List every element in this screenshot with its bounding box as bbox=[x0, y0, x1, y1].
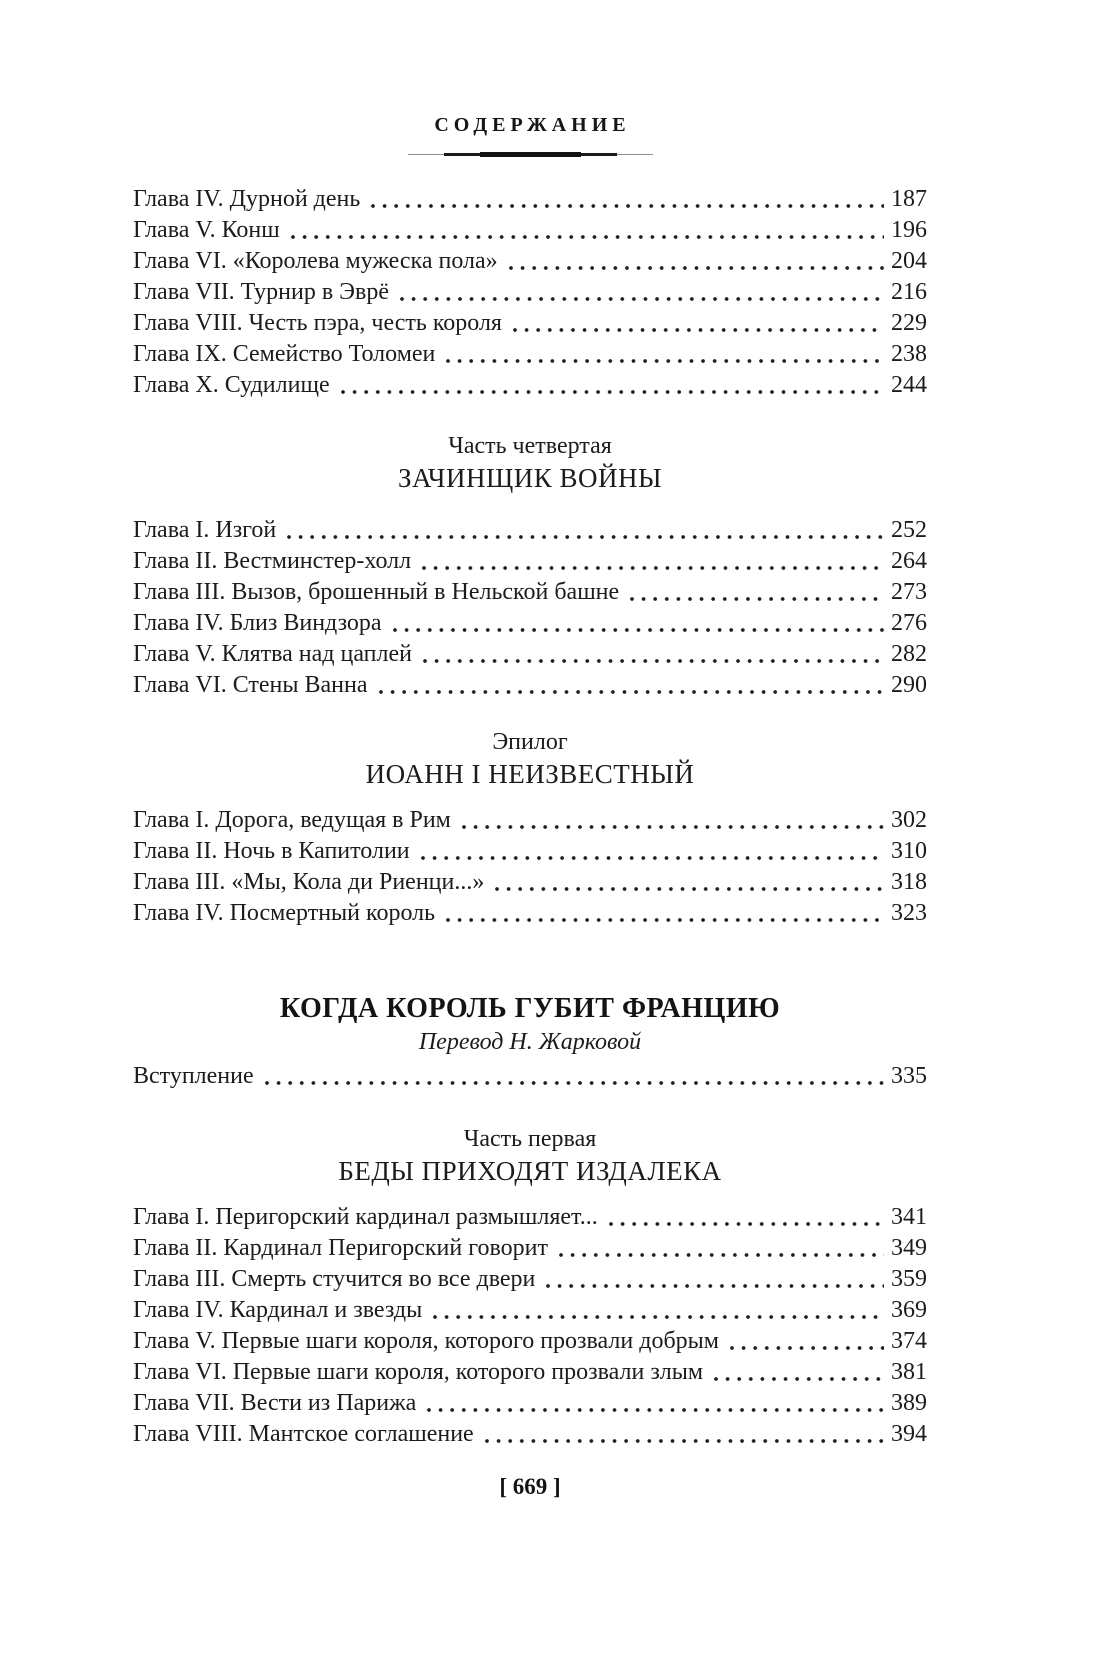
toc-entry bbox=[133, 577, 927, 608]
dot-leader bbox=[598, 1202, 891, 1233]
toc-entry bbox=[133, 1295, 927, 1326]
toc-entry-page: 310 bbox=[891, 838, 927, 864]
dot-leader bbox=[474, 1419, 891, 1450]
toc-section-part-four bbox=[133, 515, 927, 701]
toc-section-continuation bbox=[133, 184, 927, 401]
toc-entry-label: Глава II. Вестминстер-холл bbox=[133, 548, 412, 574]
toc-entry-label: Глава V. Первые шаги короля, которого прозвали добрым bbox=[133, 1328, 719, 1354]
toc-entry-label: Глава III. Вызов, брошенный в Нельской башне bbox=[133, 579, 620, 605]
ornament-thick-line bbox=[480, 152, 581, 157]
toc-entry-page: 229 bbox=[891, 310, 927, 336]
toc-entry bbox=[133, 1388, 927, 1419]
toc-entry bbox=[133, 805, 927, 836]
toc-entry bbox=[133, 836, 927, 867]
book-title-block bbox=[133, 991, 927, 1057]
page-title: СОДЕРЖАНИЕ bbox=[434, 114, 631, 136]
section-header-epilogue bbox=[133, 727, 927, 791]
toc-entry-label: Вступление bbox=[133, 1063, 254, 1089]
dot-leader bbox=[619, 577, 891, 608]
title-ornament-rule bbox=[408, 151, 653, 158]
epilogue-kicker: Эпилог bbox=[492, 729, 568, 755]
folio-page-number: [ 669 ] bbox=[499, 1474, 561, 1499]
dot-leader bbox=[368, 670, 892, 701]
translator-credit: Перевод Н. Жарковой bbox=[418, 1029, 642, 1055]
toc-entry bbox=[133, 546, 927, 577]
dot-leader bbox=[412, 639, 891, 670]
toc-entry bbox=[133, 246, 927, 277]
dot-leader bbox=[276, 515, 891, 546]
toc-entry-page: 374 bbox=[891, 1328, 927, 1354]
toc-entry-page: 341 bbox=[891, 1204, 927, 1230]
toc-entry-page: 244 bbox=[891, 372, 927, 398]
dot-leader bbox=[360, 184, 891, 215]
epilogue-title: ИОАНН I НЕИЗВЕСТНЫЙ bbox=[365, 759, 695, 789]
dot-leader bbox=[484, 867, 891, 898]
dot-leader bbox=[719, 1326, 891, 1357]
dot-leader bbox=[280, 215, 891, 246]
toc-entry-label: Глава VII. Турнир в Эврё bbox=[133, 279, 389, 305]
toc-entry-page: 282 bbox=[891, 641, 927, 667]
toc-entry-page: 196 bbox=[891, 217, 927, 243]
toc-entry-page: 318 bbox=[891, 869, 927, 895]
dot-leader bbox=[451, 805, 891, 836]
toc-entry bbox=[133, 1419, 927, 1450]
toc-entry bbox=[133, 608, 927, 639]
toc-entry bbox=[133, 308, 927, 339]
section-header-part-one bbox=[133, 1124, 927, 1188]
toc-section-epilogue bbox=[133, 805, 927, 929]
toc-entry-page: 389 bbox=[891, 1390, 927, 1416]
dot-leader bbox=[435, 898, 891, 929]
toc-entry-page: 216 bbox=[891, 279, 927, 305]
toc-entry-page: 238 bbox=[891, 341, 927, 367]
toc-entry bbox=[133, 277, 927, 308]
toc-section-introduction bbox=[133, 1061, 927, 1092]
toc-entry-page: 369 bbox=[891, 1297, 927, 1323]
dot-leader bbox=[502, 308, 891, 339]
toc-entry bbox=[133, 1061, 927, 1092]
toc-entry-label: Глава VIII. Мантское соглашение bbox=[133, 1421, 474, 1447]
dot-leader bbox=[422, 1295, 891, 1326]
toc-entry-page: 276 bbox=[891, 610, 927, 636]
toc-entry-label: Глава III. Смерть стучится во все двери bbox=[133, 1266, 536, 1292]
dot-leader bbox=[254, 1061, 891, 1092]
toc-entry bbox=[133, 1202, 927, 1233]
toc-section-part-one bbox=[133, 1202, 927, 1450]
toc-entry-page: 252 bbox=[891, 517, 927, 543]
dot-leader bbox=[330, 370, 891, 401]
toc-entry bbox=[133, 184, 927, 215]
toc-entry-label: Глава II. Ночь в Капитолии bbox=[133, 838, 410, 864]
toc-entry-label: Глава II. Кардинал Перигорский говорит bbox=[133, 1235, 548, 1261]
toc-entry bbox=[133, 370, 927, 401]
dot-leader bbox=[382, 608, 891, 639]
toc-entry-label: Глава VI. Стены Ванна bbox=[133, 672, 368, 698]
toc-entry-page: 335 bbox=[891, 1063, 927, 1089]
toc-entry bbox=[133, 867, 927, 898]
toc-entry bbox=[133, 515, 927, 546]
toc-entry-label: Глава I. Дорога, ведущая в Рим bbox=[133, 807, 451, 833]
toc-entry-label: Глава VI. Первые шаги короля, которого прозвали злым bbox=[133, 1359, 704, 1385]
toc-entry bbox=[133, 639, 927, 670]
toc-entry-label: Глава VIII. Честь пэра, честь короля bbox=[133, 310, 502, 336]
toc-entry bbox=[133, 1326, 927, 1357]
toc-entry-page: 381 bbox=[891, 1359, 927, 1385]
toc-entry-page: 359 bbox=[891, 1266, 927, 1292]
toc-entry bbox=[133, 1233, 927, 1264]
toc-entry-page: 264 bbox=[891, 548, 927, 574]
toc-entry-label: Глава I. Перигорский кардинал размышляет... bbox=[133, 1204, 598, 1230]
toc-entry-label: Глава X. Судилище bbox=[133, 372, 330, 398]
part-title: ЗАЧИНЩИК ВОЙНЫ bbox=[397, 463, 662, 493]
toc-entry-page: 290 bbox=[891, 672, 927, 698]
dot-leader bbox=[435, 339, 891, 370]
toc-entry-label: Глава III. «Мы, Кола ди Риенци...» bbox=[133, 869, 485, 895]
part-kicker: Часть первая bbox=[463, 1126, 597, 1152]
toc-content-column bbox=[133, 0, 927, 1502]
dot-leader bbox=[389, 277, 891, 308]
toc-entry-page: 204 bbox=[891, 248, 927, 274]
toc-entry-label: Глава V. Клятва над цаплей bbox=[133, 641, 412, 667]
toc-entry-label: Глава VI. «Королева мужеска пола» bbox=[133, 248, 498, 274]
toc-entry bbox=[133, 670, 927, 701]
toc-entry-label: Глава IV. Посмертный король bbox=[133, 900, 436, 926]
toc-entry-label: Глава V. Конш bbox=[133, 217, 280, 243]
toc-entry-page: 323 bbox=[891, 900, 927, 926]
dot-leader bbox=[410, 836, 891, 867]
toc-entry-label: Глава I. Изгой bbox=[133, 517, 277, 543]
dot-leader bbox=[535, 1264, 891, 1295]
dot-leader bbox=[548, 1233, 891, 1264]
toc-entry-page: 187 bbox=[891, 186, 927, 212]
dot-leader bbox=[416, 1388, 891, 1419]
toc-entry bbox=[133, 1264, 927, 1295]
dot-leader bbox=[411, 546, 891, 577]
toc-entry-page: 349 bbox=[891, 1235, 927, 1261]
section-header-part-four bbox=[133, 431, 927, 495]
toc-entry bbox=[133, 1357, 927, 1388]
part-kicker: Часть четвертая bbox=[448, 433, 612, 459]
toc-entry-label: Глава VII. Вести из Парижа bbox=[133, 1390, 417, 1416]
toc-entry bbox=[133, 339, 927, 370]
toc-entry-page: 394 bbox=[891, 1421, 927, 1447]
toc-entry-label: Глава IX. Семейство Толомеи bbox=[133, 341, 436, 367]
part-title: БЕДЫ ПРИХОДЯТ ИЗДАЛЕКА bbox=[338, 1156, 722, 1186]
toc-entry-label: Глава IV. Кардинал и звезды bbox=[133, 1297, 423, 1323]
toc-entry bbox=[133, 215, 927, 246]
toc-entry-page: 273 bbox=[891, 579, 927, 605]
book-title: КОГДА КОРОЛЬ ГУБИТ ФРАНЦИЮ bbox=[279, 993, 781, 1024]
toc-entry bbox=[133, 898, 927, 929]
toc-entry-label: Глава IV. Дурной день bbox=[133, 186, 361, 212]
toc-entry-page: 302 bbox=[891, 807, 927, 833]
dot-leader bbox=[703, 1357, 891, 1388]
toc-entry-label: Глава IV. Близ Виндзора bbox=[133, 610, 382, 636]
dot-leader bbox=[498, 246, 891, 277]
